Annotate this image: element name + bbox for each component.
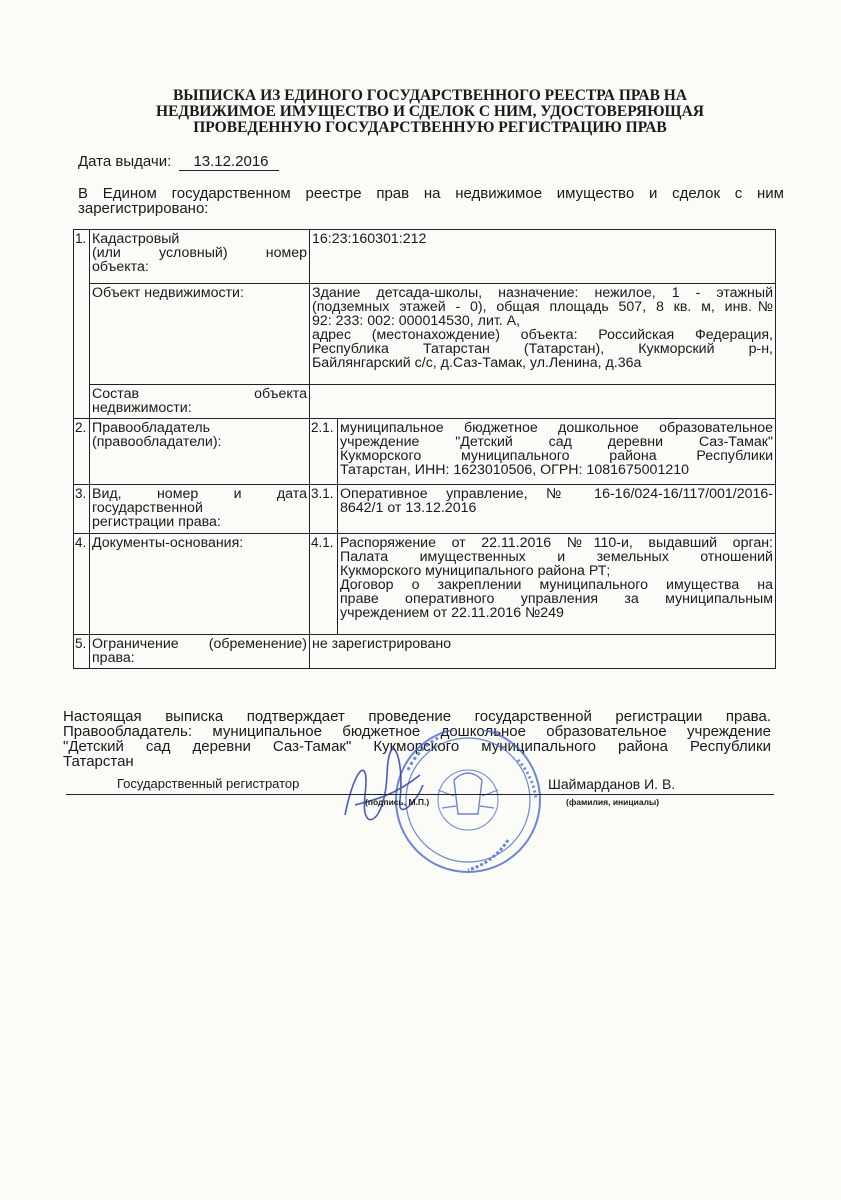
intro-line: В Едином государственном реестре прав на недвижимое имущество и сделок с ним <box>78 185 784 202</box>
composition-value <box>310 385 776 419</box>
label-line: Правообладатель <box>92 420 211 436</box>
value-line: праве оперативного управления за муниципальным <box>340 591 773 607</box>
encumbrance-label <box>90 635 310 669</box>
label-line: Вид, номер и дата <box>92 486 307 502</box>
registry-table <box>73 229 776 669</box>
title-line: ВЫПИСКА ИЗ ЕДИНОГО ГОСУДАРСТВЕННОГО РЕЕСТРА ПРАВ НА <box>172 87 688 104</box>
label-line: регистрации права: <box>92 514 221 530</box>
value-line: Здание детсада-школы, назначение: нежилое, 1 - этажный <box>312 285 773 301</box>
sub-number: 2.1. <box>310 419 338 485</box>
documents-label: Документы-основания: <box>90 534 310 635</box>
row-number: 1. <box>74 230 90 419</box>
object-description <box>310 284 776 385</box>
label-line: (правообладатели): <box>92 434 222 450</box>
intro-text <box>78 186 784 216</box>
value-line: адрес (местонахождение) объекта: Российская Федерация, <box>312 327 773 343</box>
name-hint: (фамилия, инициалы) <box>566 797 660 807</box>
footer-line: Правообладатель: муниципальное бюджетное дошкольное образовательное учреждение <box>63 723 771 740</box>
document-title <box>80 88 780 136</box>
value-line: Кукморского муниципального района Республики <box>340 448 773 464</box>
value-line: 92: 233: 002: 000014530, лит. А, <box>312 313 521 329</box>
value-line: Оперативное управление, № 16-16/024-16/117/001/2016- <box>340 486 773 502</box>
value-line: Договор о закреплении муниципального имущества на <box>340 577 773 593</box>
value-line: Байлянгарский с/с, д.Саз-Тамак, ул.Ленина, д.36а <box>312 355 642 371</box>
title-line: НЕДВИЖИМОЕ ИМУЩЕСТВО И СДЕЛОК С НИМ, УДОСТОВЕРЯЮЩАЯ <box>156 103 704 120</box>
row-number: 3. <box>74 485 90 534</box>
table-row <box>74 635 776 669</box>
label-line: права: <box>92 650 135 666</box>
sub-number: 4.1. <box>310 534 338 635</box>
holder-value <box>338 419 776 485</box>
right-type-label <box>90 485 310 534</box>
table-row <box>74 230 776 284</box>
footer-line: Настоящая выписка подтверждает проведение государственной регистрации права. <box>63 708 771 725</box>
label-line: Ограничение (обременение) <box>92 636 307 652</box>
footer-line: Татарстан <box>63 753 134 770</box>
intro-line: зарегистрировано: <box>78 200 209 217</box>
registrar-role: Государственный регистратор <box>117 776 300 791</box>
cadastral-label <box>90 230 310 284</box>
right-type-value <box>338 485 776 534</box>
value-line: учреждением от 22.11.2016 №249 <box>340 605 564 621</box>
table-row <box>74 485 776 534</box>
footer-line: "Детский сад деревни Саз-Тамак" Кукморского муниципального района Республики <box>63 738 771 755</box>
table-row <box>74 284 776 385</box>
label-line: (или условный) номер <box>92 245 307 261</box>
value-line: муниципальное бюджетное дошкольное образовательное <box>340 420 773 436</box>
issue-date-label: Дата выдачи: <box>78 153 172 170</box>
value-line: Кукморского муниципального района РТ; <box>340 563 611 579</box>
composition-label <box>90 385 310 419</box>
table-row <box>74 419 776 485</box>
label-line: Кадастровый <box>92 231 180 247</box>
value-line: Палата имущественных и земельных отношений <box>340 549 773 565</box>
label-line: государственной <box>92 500 203 516</box>
value-line: учреждение "Детский сад деревни Саз-Тамак" <box>340 434 773 450</box>
row-number: 2. <box>74 419 90 485</box>
holder-label <box>90 419 310 485</box>
signature-icon <box>325 745 435 835</box>
value-line: Распоряжение от 22.11.2016 №110-и, выдавший орган: <box>340 535 773 551</box>
documents-value <box>338 534 776 635</box>
label-line: Состав объекта <box>92 386 307 402</box>
value-line: (подземных этажей - 0), общая площадь 507, 8 кв. м, инв.№ <box>312 299 773 315</box>
table-row <box>74 385 776 419</box>
cadastral-number: 16:23:160301:212 <box>310 230 776 284</box>
title-line: ПРОВЕДЕННУЮ ГОСУДАРСТВЕННУЮ РЕГИСТРАЦИЮ ПРАВ <box>193 119 667 136</box>
value-line: 8642/1 от 13.12.2016 <box>340 500 477 516</box>
signature-line <box>66 794 774 795</box>
label-line: объекта: <box>92 259 149 275</box>
encumbrance-value: не зарегистрировано <box>310 635 776 669</box>
label-line: недвижимости: <box>92 400 192 416</box>
issue-date-value: 13.12.2016 <box>179 153 278 171</box>
signature-hint: (подпись, М.П.) <box>365 797 430 807</box>
object-label: Объект недвижимости: <box>90 284 310 385</box>
table-row <box>74 534 776 635</box>
row-number: 4. <box>74 534 90 635</box>
row-number: 5. <box>74 635 90 669</box>
sub-number: 3.1. <box>310 485 338 534</box>
value-line: Татарстан, ИНН: 1623010506, ОГРН: 1081675001210 <box>340 462 690 478</box>
registrar-name: Шаймарданов И. В. <box>548 776 676 792</box>
issue-date <box>78 153 279 171</box>
value-line: Республика Татарстан (Татарстан), Кукморский р-н, <box>312 341 773 357</box>
